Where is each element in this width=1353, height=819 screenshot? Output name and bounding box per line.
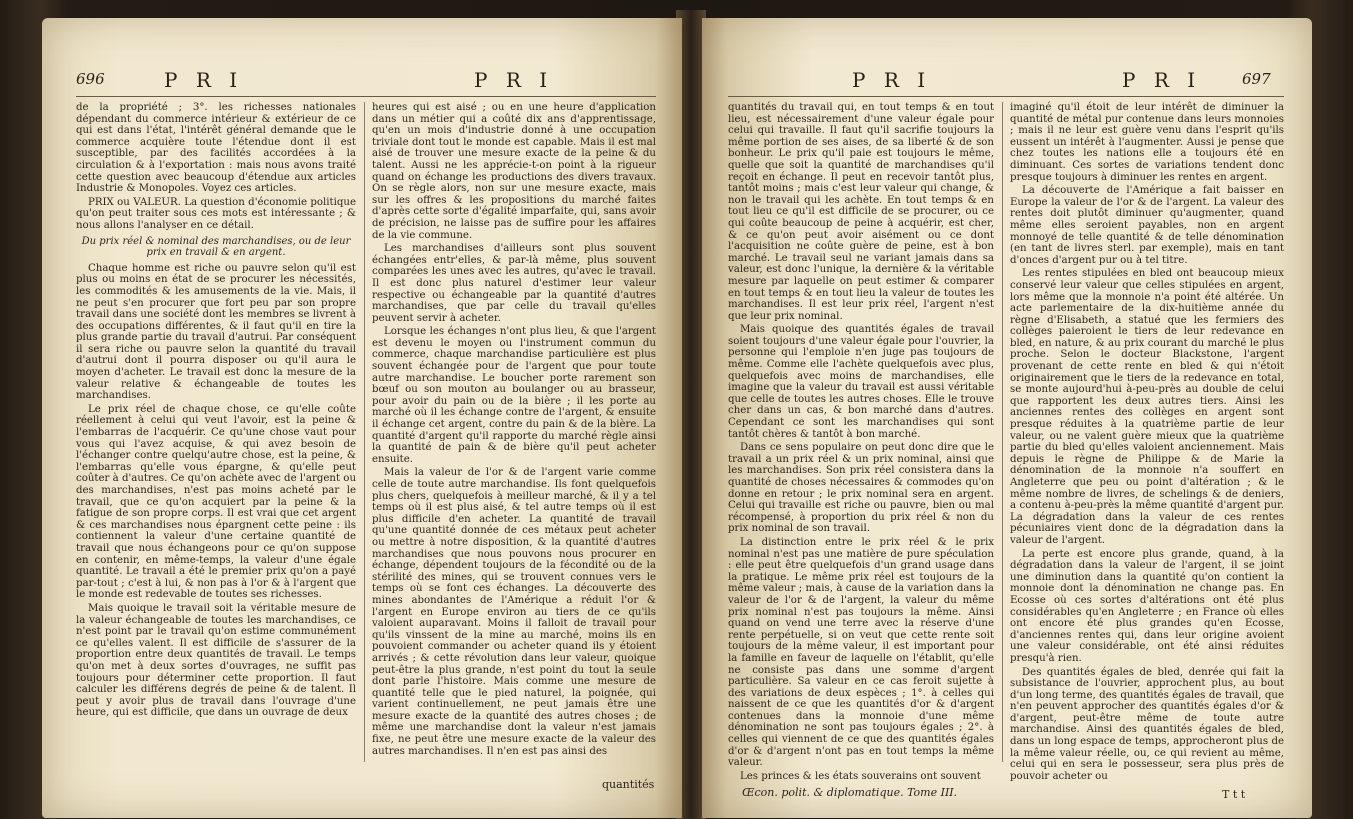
paragraph: Le prix réel de chaque chose, ce qu'elle coûte réellement à celui qui veut l'avoir, est la peine & l'embarras de l'acquérir. Ce qu'une chose vaut pour vous qui l'avez acquise, & qui avez besoin de l'échanger contre quelqu'autre chose, est la peine, & l'embarras qu'elle vous épargne, & qu'elle peut coûter à d'autres. Ce qu'on achète avec de l'argent ou des marchandises, n'est pas moins acheté par le travail, que ce qu'on acquiert par la peine & la fatigue de son propre corps. Il est vrai que cet argent & ces marchandises nous épargnent cette peine : ils contiennent la valeur d'une certaine quantité de travail que nous échangeons pour ce qu'on suppose en contenir, en même-temps, la valeur d'une égale quantité. Le travail a été le premier prix qu'on a payé par-tout ; c'est à lui, & non pas à l'or & à l'argent que le monde est redevable de toutes ses richesses. bbox=[76, 403, 356, 601]
paragraph: La découverte de l'Amérique a fait baisser en Europe la valeur de l'or & de l'argent. La valeur des rentes doit plutôt diminuer qu'augmenter, quand même elles seroient payables, non en argent monnoyé de telle quantité & de telle dénomination (en tant de livres sterl. par exemple), mais en tant d'onces d'argent pur ou à tel titre. bbox=[1010, 185, 1284, 266]
text-column-1 bbox=[76, 102, 356, 721]
section-heading: Du prix réel & nominal des marchandises, ou de leur prix en travail & en argent. bbox=[81, 235, 351, 259]
text-column-1 bbox=[728, 102, 994, 784]
paragraph: heures qui est aisé ; ou en une heure d'application dans un métier qui a coûté dix ans d'apprentissage, qu'en un mois d'industrie donné à une occupation triviale dont tout le monde est capable. Mais il est mal aisé de trouver une mesure exacte de la peine & du talent. Aussi ne les apprécie-t-on point à la rigueur quand on échange les productions des divers travaux. On se règle alors, non sur une mesure exacte, mais sur les offres & les propositions du marché faites d'après cette sorte d'égalité imparfaite, qui, sans avoir de précision, ne laisse pas de suffire pour les affaires de la vie commune. bbox=[372, 102, 656, 241]
column-separator bbox=[1002, 102, 1003, 762]
paragraph: La distinction entre le prix réel & le prix nominal n'est pas une matière de pure spéculation : elle peut être quelquefois d'un grand usage dans la pratique. Le même prix réel est toujours de la même valeur ; mais, à cause de la variation dans la valeur de l'or & de l'argent, la valeur du même prix nominal n'est pas toujours la même. Ainsi quand on vend une terre avec la réserve d'une rente perpétuelle, si on veut que cette rente soit toujours de la même valeur, il est important pour la famille en faveur de laquelle on l'établit, qu'elle ne consiste pas dans une somme d'argent particulière. Sa valeur en ce cas feroit sujette à des variations de deux espèces ; 1°. à celles qui naissent de ce que les quantités d'or & d'argent contenues dans la monnoie d'une même dénomination ne sont pas toujours égales ; 2°. à celles qui viennent de ce que des quantités égales d'or & d'argent n'ont pas en tout temps la même valeur. bbox=[728, 536, 994, 769]
paragraph: Lorsque les échanges n'ont plus lieu, & que l'argent est devenu le moyen ou l'instrument commun du commerce, chaque marchandise particulière est plus souvent échangée pour de l'argent que pour toute autre marchandise. Le boucher porte rarement son bœuf ou son mouton au boulanger ou au brasseur, pour avoir du pain ou de la bière ; il les porte au marché où il les échange contre de l'argent, & ensuite il échange cet argent, contre du pain & de la bière. La quantité d'argent qu'il rapporte du marché règle ainsi la quantité de pain & de bière qu'il peut acheter ensuite. bbox=[372, 326, 656, 465]
running-head: P R I bbox=[474, 68, 554, 92]
paragraph: Les princes & les états souverains ont souvent bbox=[740, 770, 981, 782]
page-number: 696 bbox=[76, 70, 105, 88]
catchword: quantités bbox=[602, 778, 655, 791]
column-separator bbox=[364, 102, 365, 762]
footer-title: Œcon. polit. & diplomatique. Tome III. bbox=[742, 786, 958, 799]
signature-mark: T t t bbox=[1222, 788, 1246, 801]
paragraph: Mais quoique des quantités égales de travail soient toujours d'une valeur égale pour l'ouvrier, la personne qui l'emploie n'en juge pas toujours de même. Comme elle l'achète quelquefois avec plus, quelquefois avec moins de marchandises, elle imagine que la valeur du travail est aussi véritable que celle de toutes les autres choses. Elle le trouve cher dans un cas, & bon marché dans d'autres. Cependant ce sont les marchandises qui sont tantôt chères & tantôt à bon marché. bbox=[728, 324, 994, 440]
header-rule bbox=[728, 96, 1284, 97]
paragraph: Chaque homme est riche ou pauvre selon qu'il est plus ou moins en état de se procurer les nécessités, les commodités & les amusements de la vie. Mais, il ne peut s'en procurer que fort peu par son propre travail dans une société dont les membres se livrent à des occupations différentes, & il faut qu'il en tire la plus grande partie du travail d'autrui. Par conséquent il sera riche ou pauvre selon la quantité du travail d'autrui dont il pourra disposer ou qu'il aura le moyen d'acheter. Le travail est donc la mesure de la valeur relative & échangeable de toutes les marchandises. bbox=[76, 262, 356, 402]
paragraph: Des quantités égales de bled, denrée qui fait la subsistance de l'ouvrier, approchent plus, au bout d'un long terme, des quantités égales de travail, que n'en peuvent approcher des quantités égales d'or & d'argent, peut-être même de toute autre marchandise. Ainsi des quantités égales de bled, dans un long espace de temps, approcheront plus de la même valeur réelle, ou, ce qui revient au même, celui qui en sera le possesseur, sera plus près de pouvoir acheter ou bbox=[1010, 666, 1284, 782]
left-page bbox=[42, 18, 682, 818]
running-head: P R I bbox=[852, 68, 932, 92]
paragraph: quantités du travail qui, en tout temps & en tout lieu, est nécessairement d'une valeur égale pour celui qui travaille. Il faut qu'il sacrifie toujours la même portion de ses aises, de sa liberté & de son bonheur. Le prix qu'il paie est toujours le même, quelle que soit la quantité de marchandises qu'il reçoit en échange. Il peut en recevoir tantôt plus, tantôt moins ; mais c'est leur valeur qui change, & non le travail qui les achète. En tout temps & en tout lieu ce qu'il est difficile de se procurer, ou ce qui coûte beaucoup de peine à acquérir, est cher, & ce qu'on peut avoir aisément ou ce dont l'acquisition ne coûte guère de peine, est à bon marché. Le travail seul ne variant jamais dans sa valeur, est donc l'unique, la dernière & la véritable mesure par laquelle on peut estimer & comparer en tout temps & en tout lieu la valeur de toutes les marchandises. Il est leur prix réel, l'argent n'est que leur prix nominal. bbox=[728, 102, 994, 322]
paragraph: La perte est encore plus grande, quand, à la dégradation dans la valeur de l'argent, il se joint une diminution dans la quantité qu'on contient la monnoie dont la dénomination ne change pas. En Ecosse où ces sortes d'altérations ont été plus considérables qu'en Angleterre ; en France où elles ont encore été plus grandes qu'en Ecosse, d'anciennes rentes qui, dans leur origine avoient une valeur considérable, ont été ainsi réduites presqu'à rien. bbox=[1010, 548, 1284, 664]
paragraph: Dans ce sens populaire on peut donc dire que le travail a un prix réel & un prix nominal, ainsi que les marchandises. Son prix réel consistera dans la quantité de choses nécessaires & commodes qu'on donne en retour ; le prix nominal sera en argent. Celui qui travaille est riche ou pauvre, bien ou mal récompensé, à proportion du prix réel & non du prix nominal de son travail. bbox=[728, 442, 994, 535]
text-column-2 bbox=[1010, 102, 1284, 784]
paragraph: imaginé qu'il étoit de leur intérêt de diminuer la quantité de métal pur contenue dans leurs monnoies ; mais il ne leur est guère venu dans l'esprit qu'ils eussent un intérêt à l'augmenter. Aussi je pense que chez toutes les nations elle a toujours été en diminuant. Ces sortes de variations tendent donc presque toujours à diminuer les rentes en argent. bbox=[1010, 102, 1284, 183]
page-number: 697 bbox=[1242, 70, 1271, 88]
paragraph: de la propriété ; 3°. les richesses nationales dépendant du commerce intérieur & extérieur de ce qui est dans l'état, l'intérêt général demande que le commerce acquière toute l'étendue dont il est susceptible, par des facilités accordées à la circulation & à l'exportation : mais nous avons traité cette question avec beaucoup d'étendue aux articles Industrie & Monopoles. Voyez ces articles. bbox=[76, 102, 356, 195]
right-page bbox=[702, 18, 1312, 818]
paragraph: Les rentes stipulées en bled ont beaucoup mieux conservé leur valeur que celles stipulées en argent, lors même que la monnoie n'a point été altérée. Un acte parlementaire de la dix-huitième année du règne d'Elisabeth, a statué que les fermiers des collèges paieroient le tiers de leur redevance en bled, en nature, & au prix courant du marché le plus proche. Selon le docteur Blackstone, l'argent provenant de cette rente en bled & qui n'étoit originairement que le tiers de la redevance en total, se monte aujourd'hui à-peu-près au double de celui que rapportent les deux autres tiers. Ainsi les anciennes rentes des collèges en argent sont presque réduites à la quatrième partie de leur valeur, ou ne valent guère mieux que la quatrième partie du bled qu'elles valoient anciennement. Mais depuis le règne de Philippe & de Marie la dénomination de la monnoie n'a souffert en Angleterre que peu ou point d'altération ; & le même nombre de livres, de schelings & de deniers, a contenu à-peu-près la même quantité d'argent pur. La dégradation dans la valeur de ces rentes pécuniaires vient donc de la dégradation dans la valeur de l'argent. bbox=[1010, 268, 1284, 546]
paragraph: Mais la valeur de l'or & de l'argent varie comme celle de toute autre marchandise. Ils font quelquefois plus chers, quelquefois à meilleur marché, & il y a tel temps où il est plus aisé, & tel autre temps où il est plus difficile d'en acheter. La quantité de travail qu'une quantité donnée de ces métaux peut acheter ou mettre à notre disposition, & la quantité d'autres marchandises que nous pouvons nous procurer en échange, dépendent toujours de la fécondité ou de la stérilité des mines, qui se trouvent connues vers le temps où se font ces échanges. La découverte des mines abondantes de l'Amérique a réduit l'or & l'argent en Europe environ au tiers de ce qu'ils valoient auparavant. Moins il falloit de travail pour qu'ils vinssent de la mine au marché, moins ils en pouvoient commander ou acheter quand ils y étoient arrivés ; & cette révolution dans leur valeur, quoique peut-être la plus grande, n'est point du tout la seule dont parle l'histoire. Mais comme une mesure de quantité telle que le pied naturel, la poignée, qui varient continuellement, ne peut jamais être une mesure exacte de la quantité des autres choses ; de même une marchandise dont la valeur n'est jamais fixe, ne peut être une mesure exacte de la valeur des autres marchandises. Il n'en est pas ainsi des bbox=[372, 467, 656, 757]
running-head: P R I bbox=[164, 68, 244, 92]
paragraph: Mais quoique le travail soit la véritable mesure de la valeur échangeable de toutes les marchandises, ce n'est point par le travail qu'on estime communément ce qu'elles valent. Il est difficile de s'assurer de la proportion entre deux quantités de travail. Le temps qu'on met à deux sortes d'ouvrages, ne suffit pas toujours pour déterminer cette proportion. Il faut calculer les différens degrés de peine & de talent. Il peut y avoir plus de travail dans l'ouvrage d'une heure, qui est difficile, que dans un ouvrage de deux bbox=[76, 602, 356, 719]
paragraph: PRIX ou VALEUR. La question d'économie politique qu'on peut traiter sous ces mots est intéressante ; & nous allons l'analyser en ce détail. bbox=[76, 196, 356, 231]
paragraph: Les marchandises d'ailleurs sont plus souvent échangées entr'elles, & par-là même, plus souvent comparées les unes avec les autres, qu'avec le travail. Il est donc plus naturel d'estimer leur valeur respective ou échangeable par la quantité d'autres marchandises, que par celle du travail qu'elles peuvent servir à acheter. bbox=[372, 243, 656, 324]
text-column-2 bbox=[372, 102, 656, 759]
header-rule bbox=[76, 96, 656, 97]
running-head: P R I bbox=[1122, 68, 1202, 92]
